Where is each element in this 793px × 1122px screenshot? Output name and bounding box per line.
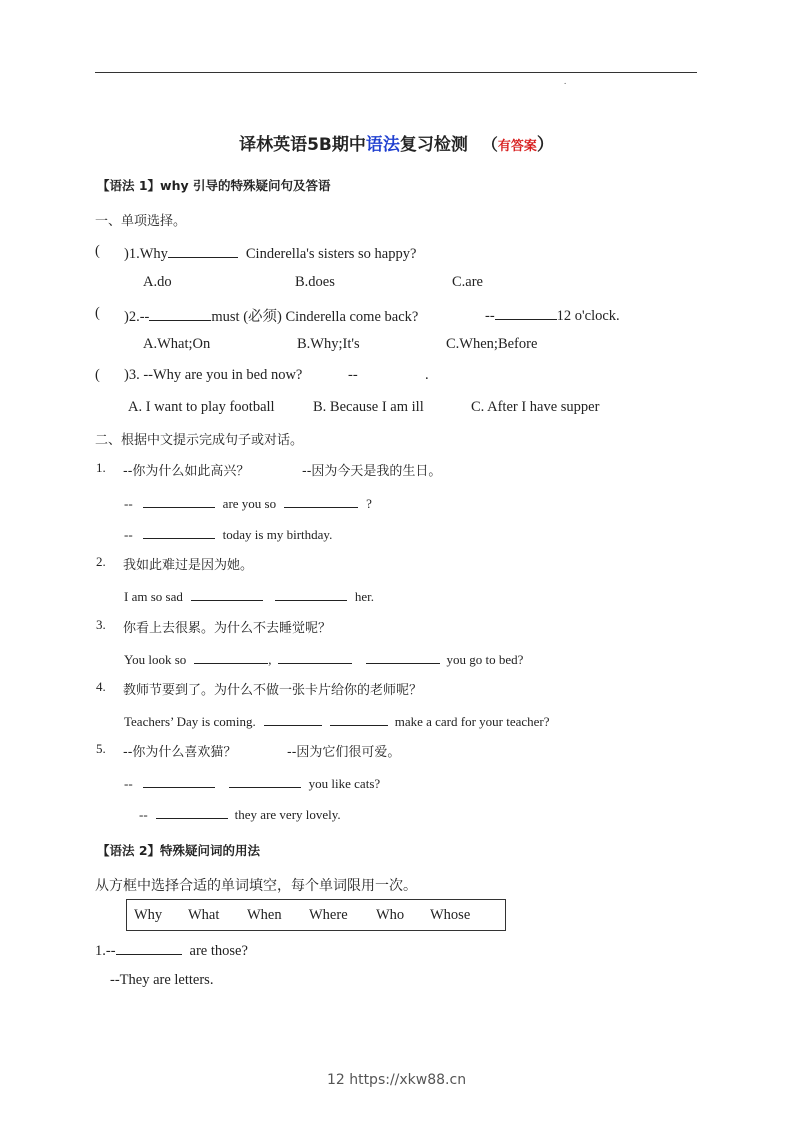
title-paren-open: （ xyxy=(481,135,498,154)
item3-cn: 你看上去很累。为什么不去睡觉呢？ xyxy=(123,621,332,636)
q3-dot: . xyxy=(425,367,429,383)
section1-heading: 一、单项选择。 xyxy=(95,214,187,229)
grammar2-heading: 【语法 2】特殊疑问词的用法 xyxy=(97,843,261,858)
item3-end: you go to bed? xyxy=(446,652,524,667)
q1-option-b[interactable]: B.does xyxy=(295,274,335,290)
q3-paren: ( xyxy=(95,367,100,383)
q2-paren: ( xyxy=(95,305,100,321)
item2-num: 2. xyxy=(96,554,106,569)
q2-answer xyxy=(485,305,620,325)
item5-dash-2: -- xyxy=(139,807,148,822)
item3-comma: , xyxy=(268,652,272,667)
item2-blank-1[interactable] xyxy=(191,586,263,601)
item1-cn2: --因为今天是我的生日。 xyxy=(302,464,442,479)
item5-cn: --你为什么喜欢猫？ xyxy=(123,745,237,760)
g2-q1-blank[interactable] xyxy=(116,940,182,955)
item4-line1 xyxy=(124,711,550,730)
q2-rest: 12 o'clock. xyxy=(556,308,620,324)
item5-blank-1[interactable] xyxy=(143,773,215,788)
q3-option-c[interactable]: C. After I have supper xyxy=(471,399,600,415)
item1-end-2: today is my birthday. xyxy=(222,527,333,542)
q2-option-a[interactable]: A.What;On xyxy=(143,336,211,352)
q1-rest: Cinderella's sisters so happy? xyxy=(245,246,417,262)
item1-dash-2: -- xyxy=(124,527,133,542)
word-when[interactable]: When xyxy=(247,907,282,923)
item4-num: 4. xyxy=(96,679,106,694)
item3-start: You look so xyxy=(124,652,187,667)
word-why[interactable]: Why xyxy=(134,907,163,923)
q3-dash: -- xyxy=(348,367,358,383)
q1-paren: ( xyxy=(95,243,100,259)
item5-blank-2[interactable] xyxy=(229,773,301,788)
item5-blank-3[interactable] xyxy=(156,804,228,819)
item2-blank-2[interactable] xyxy=(275,586,347,601)
title-part1: 译林英语5B期中 xyxy=(239,135,366,155)
title-highlight: 语法 xyxy=(365,135,400,155)
q1-blank[interactable] xyxy=(168,243,238,258)
item3-blank-2[interactable] xyxy=(278,649,352,664)
word-where[interactable]: Where xyxy=(309,907,348,923)
item1-mid: are you so xyxy=(222,496,277,511)
title-part2: 复习检测 xyxy=(399,135,468,155)
item4-cn: 教师节要到了。为什么不做一张卡片给你的老师呢？ xyxy=(123,683,423,698)
q2-mid: must (必须) Cinderella come back? xyxy=(211,309,419,325)
item2-line1 xyxy=(124,586,374,605)
item4-start: Teachers’ Day is coming. xyxy=(124,714,256,729)
item5-line2 xyxy=(139,804,341,823)
q2-num: )2.-- xyxy=(124,309,150,325)
page-footer: 12 https://xkw88.cn xyxy=(326,1072,467,1088)
g2-q1-num: 1.-- xyxy=(95,943,116,959)
q2-option-b[interactable]: B.Why;It's xyxy=(297,336,360,352)
grammar1-heading: 【语法 1】why 引导的特殊疑问句及答语 xyxy=(97,178,331,193)
item1-end: ? xyxy=(366,496,372,511)
item5-end: you like cats? xyxy=(308,776,381,791)
header-dot: . xyxy=(564,76,567,86)
q2-option-c[interactable]: C.When;Before xyxy=(446,336,538,352)
word-box xyxy=(126,899,506,931)
g2-q1-answer: --They are letters. xyxy=(110,972,214,988)
item5-num: 5. xyxy=(96,741,106,756)
q3-option-b[interactable]: B. Because I am ill xyxy=(313,399,424,415)
item3-line1 xyxy=(124,649,523,668)
title-paren-close: ） xyxy=(536,135,554,155)
q2-stem xyxy=(124,305,418,326)
page-title xyxy=(0,130,793,155)
item5-end-2: they are very lovely. xyxy=(234,807,341,822)
item1-blank-1[interactable] xyxy=(143,493,215,508)
q3-option-a[interactable]: A. I want to play football xyxy=(128,399,275,415)
answer-tag: 有答案 xyxy=(497,139,537,154)
q3-stem: )3. --Why are you in bed now? xyxy=(124,367,303,383)
q2-dash: -- xyxy=(485,308,495,324)
q1-num: )1.Why xyxy=(124,246,168,262)
item1-line1 xyxy=(124,493,372,512)
q1-option-a[interactable]: A.do xyxy=(143,274,172,290)
q1-stem xyxy=(124,243,416,263)
item3-num: 3. xyxy=(96,617,106,632)
item3-blank-1[interactable] xyxy=(194,649,268,664)
item5-line1 xyxy=(124,773,380,792)
item5-dash: -- xyxy=(124,776,133,791)
item5-cn2: --因为它们很可爱。 xyxy=(287,745,401,760)
item1-blank-2[interactable] xyxy=(284,493,358,508)
item2-cn: 我如此难过是因为她。 xyxy=(123,558,254,573)
item2-start: I am so sad xyxy=(124,589,183,604)
q2-blank-1[interactable] xyxy=(149,306,211,321)
g2-q1-rest: are those? xyxy=(189,943,248,959)
item1-blank-3[interactable] xyxy=(143,524,215,539)
item1-line2 xyxy=(124,524,332,543)
item3-blank-3[interactable] xyxy=(366,649,440,664)
g2-q1 xyxy=(95,940,248,960)
item1-dash: -- xyxy=(124,496,133,511)
grammar2-instruction: 从方框中选择合适的单词填空，每个单词限用一次。 xyxy=(95,878,417,894)
item1-num: 1. xyxy=(96,460,106,475)
section2-heading: 二、根据中文提示完成句子或对话。 xyxy=(95,433,304,448)
word-whose[interactable]: Whose xyxy=(430,907,471,923)
q1-option-c[interactable]: C.are xyxy=(452,274,483,290)
word-who[interactable]: Who xyxy=(376,907,405,923)
item2-end: her. xyxy=(354,589,374,604)
q2-blank-2[interactable] xyxy=(495,305,557,320)
item1-cn: --你为什么如此高兴？ xyxy=(123,464,250,479)
header-rule xyxy=(95,72,697,73)
item4-blank-1[interactable] xyxy=(264,711,322,726)
item4-blank-2[interactable] xyxy=(330,711,388,726)
word-what[interactable]: What xyxy=(188,907,220,923)
item4-end: make a card for your teacher? xyxy=(394,714,550,729)
